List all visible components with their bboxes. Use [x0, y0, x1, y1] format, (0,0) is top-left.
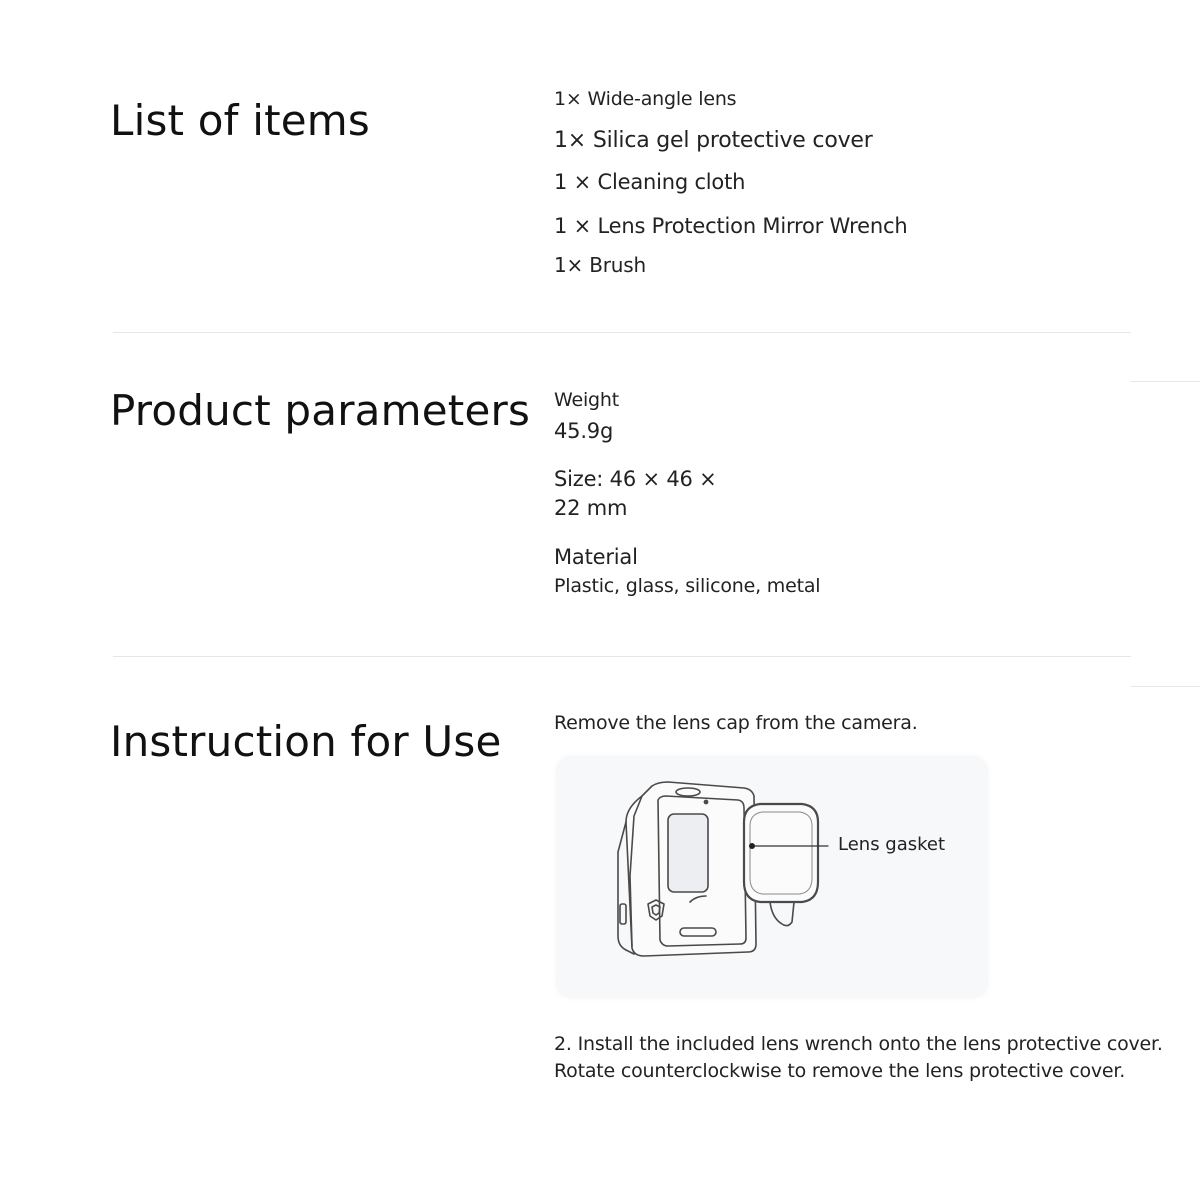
list-item: 1× Wide-angle lens: [554, 88, 737, 110]
list-item: 1 × Cleaning cloth: [554, 170, 746, 194]
section-divider: [113, 332, 1131, 333]
camera-lens-figure: [556, 756, 988, 998]
weight-label: Weight: [554, 389, 619, 411]
weight-value: 45.9g: [554, 419, 614, 443]
section-divider-accent: [1131, 686, 1200, 687]
material-label: Material: [554, 545, 638, 569]
list-item: 1× Brush: [554, 253, 646, 277]
material-value: Plastic, glass, silicone, metal: [554, 575, 821, 597]
list-item: 1 × Lens Protection Mirror Wrench: [554, 214, 908, 238]
size-value: Size: 46 × 46 ×: [554, 467, 717, 491]
list-of-items-heading: List of items: [110, 96, 370, 145]
instruction-step-2-continued: Rotate counterclockwise to remove the lens protective cover.: [554, 1060, 1126, 1082]
list-item: 1× Silica gel protective cover: [554, 128, 873, 153]
instruction-step-1: Remove the lens cap from the camera.: [554, 712, 918, 734]
section-divider: [113, 656, 1131, 657]
product-parameters-heading: Product parameters: [110, 386, 531, 435]
lens-gasket-label: Lens gasket: [838, 834, 946, 855]
instruction-step-2: 2. Install the included lens wrench onto the lens protective cover.: [554, 1033, 1163, 1055]
camera-illustration: [556, 756, 988, 998]
instruction-for-use-heading: Instruction for Use: [110, 717, 502, 766]
section-divider-accent: [1131, 381, 1200, 382]
size-value-continued: 22 mm: [554, 496, 628, 520]
